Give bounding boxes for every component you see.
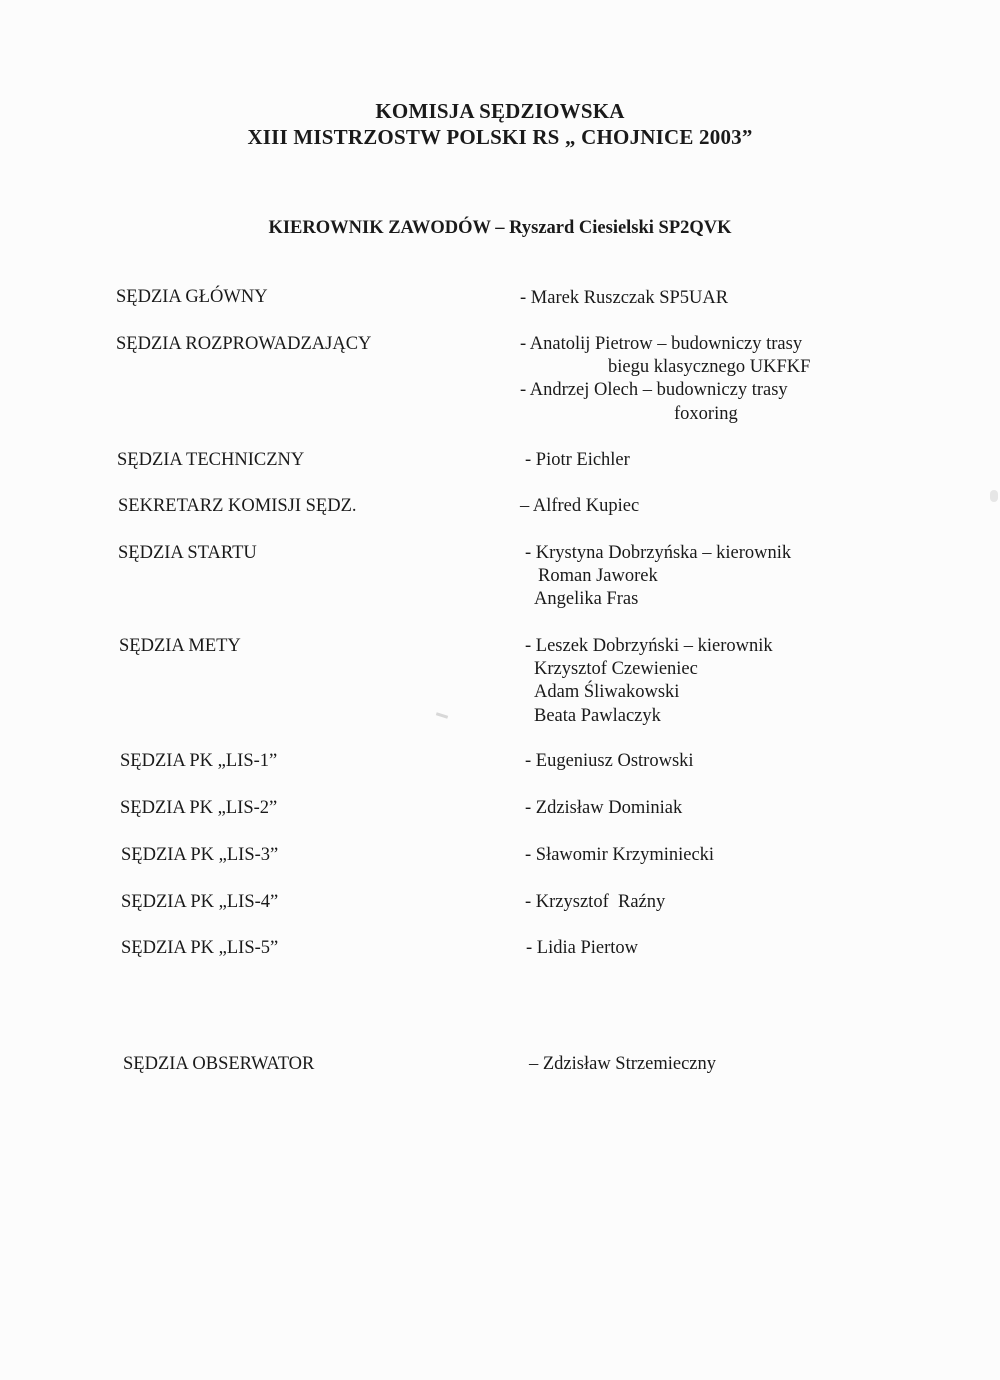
role-names — [525, 750, 694, 773]
role-label: SĘDZIA PK „LIS-4” — [121, 892, 279, 912]
role-names — [520, 287, 728, 310]
name-line: - Eugeniusz Ostrowski — [525, 751, 694, 771]
role-label: SĘDZIA METY — [119, 636, 241, 656]
name-line: - Marek Ruszczak SP5UAR — [520, 288, 729, 308]
name-line: Adam Śliwakowski — [534, 682, 680, 703]
role-label: SĘDZIA PK „LIS-5” — [121, 938, 279, 958]
role-names — [525, 891, 665, 914]
role-names — [525, 542, 791, 612]
name-line: Angelika Fras — [534, 589, 639, 610]
name-line: Krzysztof Czewieniec — [534, 659, 698, 680]
role-label: SĘDZIA PK „LIS-1” — [120, 751, 278, 771]
role-label: SĘDZIA PK „LIS-2” — [120, 798, 278, 818]
role-names — [525, 797, 682, 820]
name-line: Beata Pawlaczyk — [534, 705, 661, 726]
role-label: SĘDZIA TECHNICZNY — [117, 450, 305, 470]
role-names — [525, 449, 630, 472]
name-line: – Alfred Kupiec — [520, 496, 640, 516]
name-line: Roman Jaworek — [538, 566, 658, 587]
role-label: SĘDZIA GŁÓWNY — [116, 287, 268, 307]
competition-director: KIEROWNIK ZAWODÓW – Ryszard Ciesielski SP2QVK — [268, 218, 732, 238]
document-title: KOMISJA SĘDZIOWSKA — [375, 99, 625, 123]
scan-speck — [436, 712, 448, 719]
name-line: - Krystyna Dobrzyńska – kierownik — [525, 543, 792, 563]
role-names — [520, 333, 810, 426]
role-names — [526, 937, 638, 960]
role-label: SEKRETARZ KOMISJI SĘDZ. — [118, 496, 357, 516]
document-subtitle: XIII MISTRZOSTW POLSKI RS „ CHOJNICE 2003” — [247, 125, 753, 149]
role-names — [529, 1053, 716, 1076]
name-line: - Lidia Piertow — [526, 938, 639, 958]
role-names — [520, 495, 639, 518]
role-names — [525, 844, 714, 867]
scan-speck — [990, 490, 998, 502]
role-names — [525, 635, 773, 728]
role-label: SĘDZIA STARTU — [118, 543, 257, 563]
name-line: - Piotr Eichler — [525, 450, 630, 470]
name-line: – Zdzisław Strzemieczny — [529, 1054, 716, 1074]
name-line: - Andrzej Olech – budowniczy trasy — [520, 380, 788, 401]
role-label: SĘDZIA ROZPROWADZAJĄCY — [116, 334, 372, 354]
role-label: SĘDZIA PK „LIS-3” — [121, 845, 279, 865]
name-line: - Leszek Dobrzyński – kierownik — [525, 636, 773, 656]
name-line: - Zdzisław Dominiak — [525, 798, 683, 818]
name-line: - Anatolij Pietrow – budowniczy trasy — [520, 334, 803, 354]
name-line: foxoring — [674, 403, 738, 424]
role-label: SĘDZIA OBSERWATOR — [123, 1054, 315, 1074]
name-line: - Sławomir Krzyminiecki — [525, 845, 715, 865]
name-line: biegu klasycznego UKFKF — [608, 357, 811, 378]
name-line: - Krzysztof Raźny — [525, 892, 666, 912]
